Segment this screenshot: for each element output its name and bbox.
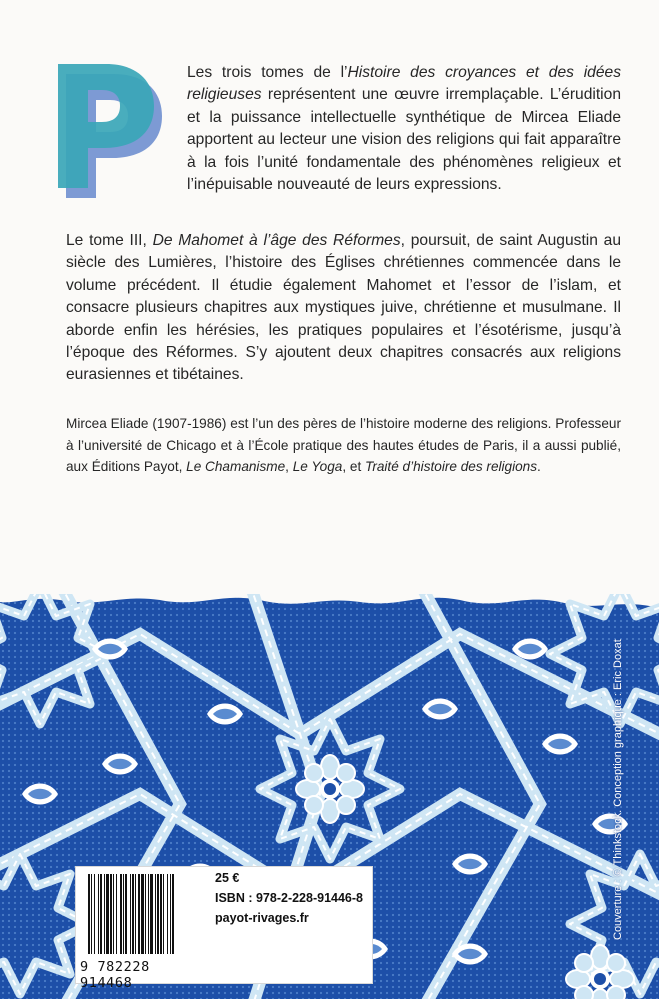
- dropcap-p-graphic: [58, 64, 162, 198]
- series-title: Histoire des croyances et des idées religieuses: [187, 64, 621, 104]
- volume-text-rest: , poursuit, de saint Augustin au siècle des Lumières, l’histoire des Églises chrétiennes commencée dans le volume précédent. Il étudie également Mahomet et l’essor de l’islam, et consacre plusieurs chapitres aux mystiques juive, chrétienne et musulmane. Il aborde enfin les hérésies, les pratiques populaires et l’ésotérisme, jusqu’à l’époque des Réformes. S’y ajoutent deux chapitres consacrés aux religions eurasiennes et tibétaines.: [66, 232, 622, 384]
- intro-paragraph: [187, 62, 621, 196]
- bio-separator: ,: [285, 459, 293, 475]
- cover-credit: Couverture : © Thinkstock. Conception graphique : Eric Doxat: [612, 639, 624, 940]
- volume-title: De Mahomet à l’âge des Réformes: [152, 232, 401, 249]
- book-title-chamanisme: Le Chamanisme: [186, 459, 286, 475]
- publisher-website: payot-rivages.fr: [215, 911, 309, 925]
- author-bio: [66, 413, 621, 478]
- volume-paragraph: [66, 230, 621, 387]
- barcode-graphic: [78, 870, 210, 960]
- barcode-number: 9 782228 914468: [80, 959, 150, 991]
- price-label: 25 €: [215, 871, 240, 885]
- volume-text-lead: Le tome III,: [66, 232, 153, 249]
- bio-end: .: [537, 459, 541, 475]
- book-title-traite: Traité d’histoire des religions: [365, 459, 538, 475]
- isbn-label: ISBN : 978-2-228-91446-8: [215, 891, 363, 905]
- bio-separator: , et: [342, 459, 366, 475]
- bio-text: Mircea Eliade (1907-1986) est l’un des pères de l’histoire moderne des religions. Professeur à l’université de Chicago et à l’École pratique des hautes études de Paris, il a aussi publié, aux Éditions Payot,: [66, 416, 621, 475]
- intro-text-lead: Les trois tomes de l’: [187, 64, 348, 81]
- barcode-sticker: [75, 866, 373, 991]
- book-title-yoga: Le Yoga: [292, 459, 343, 475]
- intro-text-rest: représentent une œuvre irremplaçable. L’érudition et la puissance intellectuelle synthétique de Mircea Eliade apportent au lecteur une vision des religions qui fait apparaître à la fois l’unité fondamentale des phénomènes religieux et l’inépuisable nouveauté de leurs expressions.: [187, 86, 621, 194]
